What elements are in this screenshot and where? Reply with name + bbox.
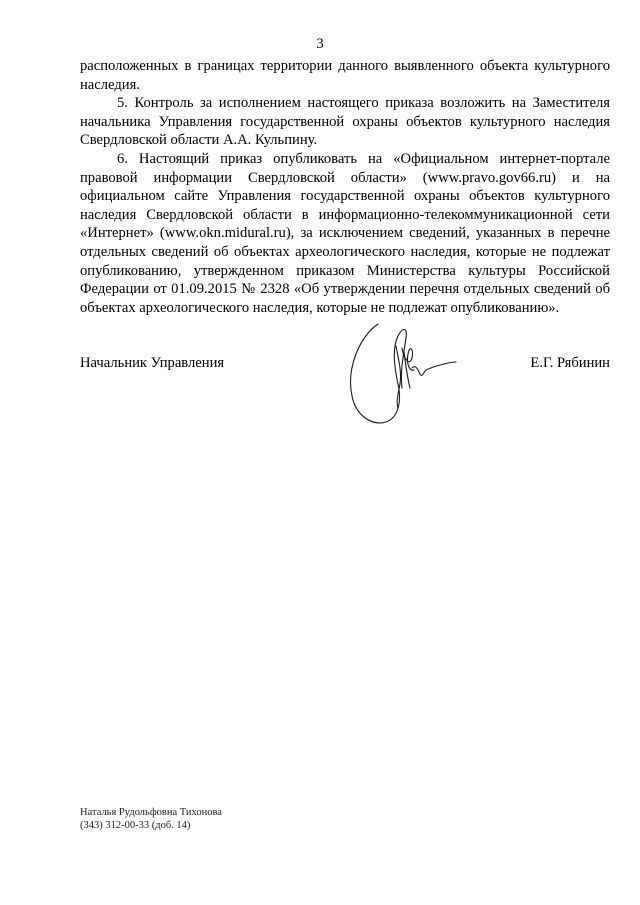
paragraph-item-6: 6. Настоящий приказ опубликовать на «Официальном интернет-портале правовой информации Свердловской области» (www.pravo.gov66.ru) и на официальном сайте Управления государственной охраны объектов культурного наследия Свердловской области в информационно-телекоммуникационной сети «Интернет» (www.okn.midural.ru), за исключением сведений, указанных в перечне отдельных сведений об объектах археологического наследия, которые не подлежат опубликованию, утвержденном приказом Министерства культуры Российской Федерации от 01.09.2015 № 2328 «Об утверждении перечня отдельных сведений об объектах археологического наследия, которые не подлежат опубликованию». xyxy=(80,150,610,316)
paragraph-item-5: 5. Контроль за исполнением настоящего приказа возложить на Заместителя начальника Управления государственной охраны объектов культурного наследия Свердловской области А.А. Кульпину. xyxy=(80,95,610,149)
page-number: 3 xyxy=(316,36,324,52)
position-title: Начальник Управления xyxy=(80,355,225,371)
executor-info xyxy=(80,806,222,832)
signatory-name: Е.Г. Рябинин xyxy=(530,355,610,371)
paragraph-continuation: расположенных в границах территории данного выявленного объекта культурного наследия. xyxy=(80,58,610,93)
document-body xyxy=(80,57,610,317)
handwritten-signature xyxy=(340,318,460,436)
executor-name: Наталья Рудольфовна Тихонова xyxy=(80,807,222,818)
executor-phone: (343) 312-00-33 (доб. 14) xyxy=(80,820,191,831)
